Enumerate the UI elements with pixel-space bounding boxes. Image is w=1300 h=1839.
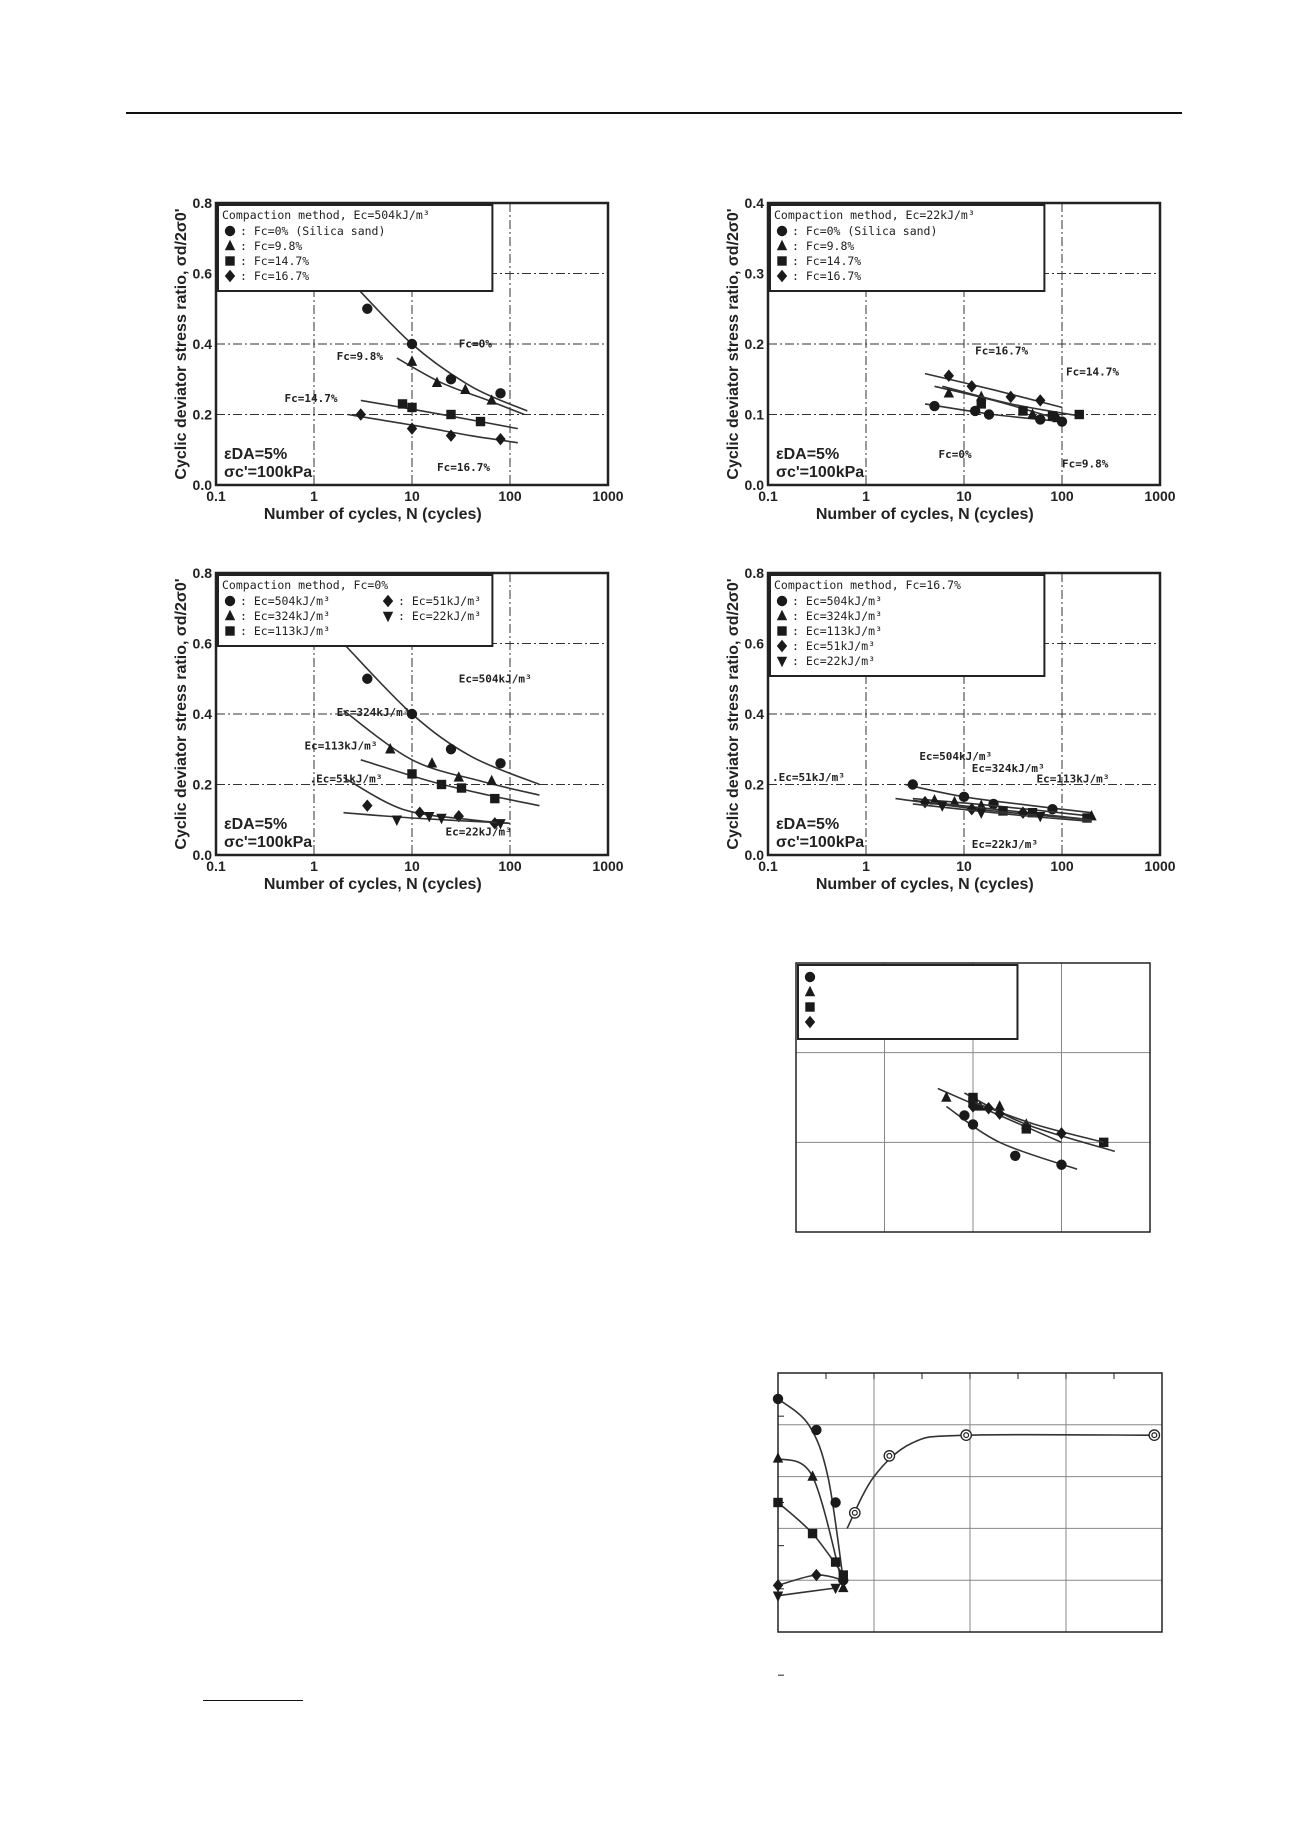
data-point [362, 674, 372, 684]
annotation-fc-16-7: Fc=16.7% [437, 460, 491, 474]
x-tick-label: 10 [404, 858, 420, 874]
data-point [967, 803, 977, 815]
y-tick-label: 0.6 [744, 635, 764, 652]
annotation-ec-504kj-m: Ec=504kJ/m³ [458, 672, 532, 686]
legend-title: Compaction method, Ec=22kJ/m³ [774, 208, 975, 222]
y-tick-label: 0.8 [192, 565, 212, 581]
data-point [407, 769, 416, 778]
x-tick-label: 100 [498, 488, 522, 504]
series-curve [847, 1435, 1154, 1529]
y-tick-label: 0.8 [192, 195, 212, 211]
legend-marker [777, 626, 786, 635]
y-tick-label: 0.1 [744, 406, 764, 423]
chart-cyclic-ratio-ec22 [722, 195, 1176, 535]
footnote-rule [203, 1700, 303, 1701]
annotation-ec-324kj-m: Ec=324kJ/m³ [971, 762, 1045, 776]
data-point [490, 794, 499, 803]
x-tick-label: 0.1 [758, 488, 778, 504]
x-tick-label: 0.1 [758, 858, 778, 874]
data-point [446, 374, 456, 384]
data-point [398, 399, 407, 408]
y-tick-label: 0.3 [744, 265, 764, 282]
legend-marker [777, 256, 786, 265]
y-tick-label: 0.2 [192, 776, 212, 793]
x-tick-label: 100 [498, 858, 522, 874]
data-point [446, 410, 455, 419]
series-6 [847, 1430, 1159, 1528]
x-tick-label: 1000 [1144, 488, 1176, 504]
y-tick-label: 0.6 [192, 635, 212, 652]
x-tick-label: 0.1 [206, 488, 226, 504]
data-point [976, 809, 986, 819]
data-point [929, 401, 939, 411]
y-tick-label: 0.8 [744, 565, 764, 581]
data-point [1149, 1430, 1159, 1440]
data-point [362, 799, 372, 811]
chart-fifth-unlabeled [788, 955, 1158, 1240]
series-curve [778, 1588, 836, 1596]
legend-marker [777, 226, 787, 236]
legend [770, 575, 1044, 676]
chart-cyclic-ratio-fc0 [170, 565, 624, 905]
data-point [1010, 1151, 1020, 1161]
data-point [1018, 406, 1027, 415]
data-point [773, 1498, 782, 1507]
legend-entry: : Ec=324kJ/m³ [240, 609, 331, 623]
legend-entry: : Fc=9.8% [240, 239, 303, 253]
y-tick-label: 0.4 [192, 336, 212, 352]
y-tick-label: 0.2 [744, 776, 764, 793]
x-axis-label: Number of cycles, N (cycles) [815, 506, 1034, 523]
condition-label: σc'=100kPa [776, 464, 865, 481]
legend-marker [805, 972, 815, 982]
x-tick-label: 1 [862, 488, 870, 504]
data-point [407, 355, 417, 365]
chart-svg [170, 565, 624, 905]
data-point [407, 339, 417, 349]
data-point [773, 1394, 783, 1404]
legend-entry: : Fc=14.7% [240, 254, 310, 268]
chart-svg [170, 195, 624, 535]
legend-title: Compaction method, Fc=0% [222, 578, 389, 592]
data-point [811, 1569, 821, 1581]
y-tick-label: 0.2 [192, 406, 212, 423]
data-point [977, 399, 986, 408]
x-axis-label: Number of cycles, N (cycles) [263, 876, 482, 893]
data-point [968, 1119, 978, 1129]
legend-entry: : Fc=0% (Silica sand) [792, 224, 938, 238]
data-point [486, 775, 496, 785]
legend-entry: : Ec=504kJ/m³ [240, 594, 331, 608]
series-curve [348, 415, 518, 443]
x-tick-label: 1 [310, 488, 318, 504]
annotation-ec-113kj-m: Ec=113kJ/m³ [304, 739, 378, 753]
data-point [424, 812, 434, 822]
annotation-ec-504kj-m: Ec=504kJ/m³ [919, 749, 993, 763]
legend-entry: : Fc=16.7% [792, 269, 862, 283]
chart-svg [770, 1365, 1170, 1640]
legend [770, 205, 1044, 291]
data-point [1035, 394, 1045, 406]
condition-label: εDA=5% [224, 816, 288, 833]
chart-cyclic-ratio-fc167 [722, 565, 1176, 905]
legend-entry: : Fc=16.7% [240, 269, 310, 283]
x-tick-label: 1000 [592, 488, 624, 504]
annotation-ec-324kj-m: Ec=324kJ/m³ [336, 705, 410, 719]
series-4 [348, 408, 518, 445]
data-point [495, 433, 505, 445]
legend-marker [225, 256, 234, 265]
data-point [988, 799, 998, 809]
data-point [959, 792, 969, 802]
data-point [967, 380, 977, 392]
data-point [961, 1430, 971, 1440]
data-point [831, 1557, 840, 1566]
data-point [920, 796, 930, 808]
x-tick-label: 1000 [592, 858, 624, 874]
annotation-ec-51kj-m: .Ec=51kJ/m³ [309, 772, 383, 786]
data-point [362, 304, 372, 314]
annotation-ec-22kj-m: Ec=22kJ/m³ [445, 825, 512, 839]
y-axis-label: Cyclic deviator stress ratio, σd/2σ0' [173, 208, 190, 480]
y-axis-label: Cyclic deviator stress ratio, σd/2σ0' [173, 578, 190, 850]
data-point [427, 757, 437, 767]
data-point [773, 1592, 783, 1602]
condition-label: σc'=100kPa [224, 464, 313, 481]
annotation-ec-51kj-m: .Ec=51kJ/m³ [772, 770, 845, 784]
legend [218, 205, 492, 291]
y-tick-label: 0.4 [744, 195, 764, 211]
legend-title: Compaction method, Ec=504kJ/m³ [222, 208, 430, 222]
condition-label: εDA=5% [776, 446, 840, 463]
annotation-ec-22kj-m: Ec=22kJ/m³ [971, 837, 1038, 851]
data-point [1048, 411, 1057, 420]
data-point [884, 1451, 894, 1461]
annotation-fc-9-8: Fc=9.8% [1062, 457, 1109, 471]
data-point [1099, 1138, 1108, 1147]
y-axis-label: Cyclic deviator stress ratio, σd/2σ0' [725, 578, 742, 850]
x-tick-label: 10 [956, 858, 972, 874]
legend-entry: : Ec=504kJ/m³ [792, 594, 883, 608]
data-point [941, 1091, 951, 1101]
data-point [850, 1508, 860, 1518]
y-tick-label: 0.0 [192, 477, 212, 493]
condition-label: εDA=5% [224, 446, 288, 463]
chart-sixth-unlabeled [770, 1365, 1170, 1640]
series-1 [925, 401, 1067, 427]
data-point [415, 807, 425, 819]
annotation-fc-9-8: Fc=9.8% [336, 349, 383, 363]
legend-box [798, 965, 1017, 1039]
chart-svg [788, 955, 1158, 1240]
data-point [908, 779, 918, 789]
legend-entry: : Fc=9.8% [792, 239, 855, 253]
data-point [830, 1497, 840, 1507]
data-point [495, 758, 505, 768]
legend-entry: : Ec=113kJ/m³ [792, 624, 883, 638]
data-point [457, 783, 466, 792]
y-tick-label: 0.4 [744, 706, 764, 722]
x-tick-label: 100 [1050, 488, 1074, 504]
series-5 [773, 1584, 841, 1602]
legend-marker [805, 1002, 814, 1011]
condition-label: σc'=100kPa [776, 834, 865, 851]
annotation-fc-16-7: Fc=16.7% [975, 344, 1029, 358]
series-curve [361, 760, 540, 806]
y-tick-label: 0.0 [744, 847, 764, 863]
y-tick-label: 0.6 [192, 265, 212, 282]
legend-marker [225, 596, 235, 606]
legend-entry: : Ec=51kJ/m³ [792, 639, 876, 653]
y-tick-label: 0.2 [744, 336, 764, 352]
series-curve [778, 1399, 843, 1580]
header-rule [126, 112, 1182, 114]
data-point [984, 409, 994, 419]
data-point [959, 1110, 969, 1120]
series-3 [773, 1498, 848, 1580]
condition-label: εDA=5% [776, 816, 840, 833]
data-point [1075, 410, 1084, 419]
legend-marker [225, 626, 234, 635]
data-point [1022, 1124, 1031, 1133]
chart-svg [722, 195, 1176, 535]
legend-title: Compaction method, Fc=16.7% [774, 578, 961, 592]
data-point [811, 1425, 821, 1435]
series-1 [344, 274, 528, 412]
data-point [773, 1452, 783, 1462]
y-tick-label: 0.4 [192, 706, 212, 722]
condition-label: σc'=100kPa [224, 834, 313, 851]
annotation-fc-0: Fc=0% [938, 448, 972, 462]
chart-cyclic-ratio-ec504 [170, 195, 624, 535]
data-point [495, 388, 505, 398]
legend-entry: : Ec=324kJ/m³ [792, 609, 883, 623]
x-axis-label: Number of cycles, N (cycles) [263, 506, 482, 523]
legend-entry: : Fc=0% (Silica sand) [240, 224, 386, 238]
data-point [808, 1529, 817, 1538]
data-point [476, 417, 485, 426]
chart-svg [722, 565, 1176, 905]
legend-entry: : Fc=14.7% [792, 254, 862, 268]
x-tick-label: 1 [310, 858, 318, 874]
legend-entry: : Ec=113kJ/m³ [240, 624, 331, 638]
data-point [392, 816, 402, 826]
x-tick-label: 1 [862, 858, 870, 874]
series-2 [773, 1452, 849, 1592]
legend [218, 575, 492, 646]
legend-entry: : Ec=51kJ/m³ [398, 594, 482, 608]
annotation-fc-0: Fc=0% [458, 337, 492, 351]
x-tick-label: 100 [1050, 858, 1074, 874]
legend-entry: : Ec=22kJ/m³ [792, 654, 876, 668]
data-point [446, 744, 456, 754]
x-tick-label: 10 [404, 488, 420, 504]
y-axis-label: Cyclic deviator stress ratio, σd/2σ0' [725, 208, 742, 480]
data-point [773, 1579, 783, 1591]
data-point [356, 408, 366, 420]
x-axis-label: Number of cycles, N (cycles) [815, 876, 1034, 893]
y-tick-label: 0.0 [744, 477, 764, 493]
annotation-fc-14-7: Fc=14.7% [284, 392, 338, 406]
x-tick-label: 0.1 [206, 858, 226, 874]
data-point [407, 403, 416, 412]
x-tick-label: 1000 [1144, 858, 1176, 874]
legend-entry: : Ec=22kJ/m³ [398, 609, 482, 623]
annotation-ec-113kj-m: Ec=113kJ/m³ [1036, 772, 1110, 786]
legend-marker [225, 226, 235, 236]
data-point [1035, 414, 1045, 424]
y-tick-label: 0.0 [192, 847, 212, 863]
annotation-fc-14-7: Fc=14.7% [1066, 365, 1120, 379]
legend [798, 965, 1017, 1039]
series-3 [361, 760, 540, 806]
data-point [437, 780, 446, 789]
legend-marker [777, 596, 787, 606]
series-1 [773, 1394, 849, 1586]
x-tick-label: 10 [956, 488, 972, 504]
data-point [1056, 1160, 1066, 1170]
